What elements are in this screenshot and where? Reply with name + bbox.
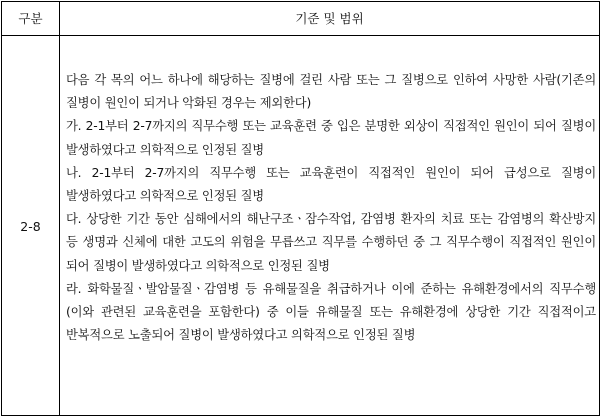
criteria-item-ga: 가. 2-1부터 2-7까지의 직무수행 또는 교육훈련 중 입은 분명한 외상이 직접적인 원인이 되어 질병이 발생하였다고 의학적으로 인정된 질병: [66, 119, 596, 157]
column-divider: [59, 2, 60, 415]
criteria-item-na: 나. 2-1부터 2-7까지의 직무수행 또는 교육훈련이 직접적인 원인이 되어 급성으로 질병이 발생하였다고 의학적으로 인정된 질병: [66, 165, 596, 204]
header-category: 구분: [18, 11, 43, 26]
criteria-table: [1, 1, 600, 416]
criteria-intro: 다음 각 목의 어느 하나에 해당하는 질병에 걸린 사람 또는 그 질병으로 인하여 사망한 사람(기존의 질병이 원인이 되거나 악화된 경우는 제외한다): [66, 73, 596, 111]
row-criteria-content: [66, 69, 596, 347]
header-criteria-scope: 기준 및 범위: [295, 11, 364, 26]
table-header-row: [2, 2, 599, 36]
criteria-item-da: 다. 상당한 기간 동안 심해에서의 해난구조ㆍ잠수작업, 감염병 환자의 치료 또는 감염병의 확산방지 등 생명과 신체에 대한 고도의 위험을 무릅쓰고 직무를 수행하던 중 그 직무수행이 직접적인 원인이 되어 질병이 발생하였다고 의학적으로 인정된 질병: [66, 212, 596, 273]
row-category-id: 2-8: [20, 218, 41, 234]
criteria-item-ra: 라. 화학물질ㆍ발암물질ㆍ감염병 등 유해물질을 취급하거나 이에 준하는 유해환경에서의 직무수행(이와 관련된 교육훈련을 포함한다) 중 이들 유해물질 또는 유해환경에 상당한 기간 직접적이고 반복적으로 노출되어 질병이 발생하였다고 의학적으로 인정된 질병: [66, 281, 596, 343]
